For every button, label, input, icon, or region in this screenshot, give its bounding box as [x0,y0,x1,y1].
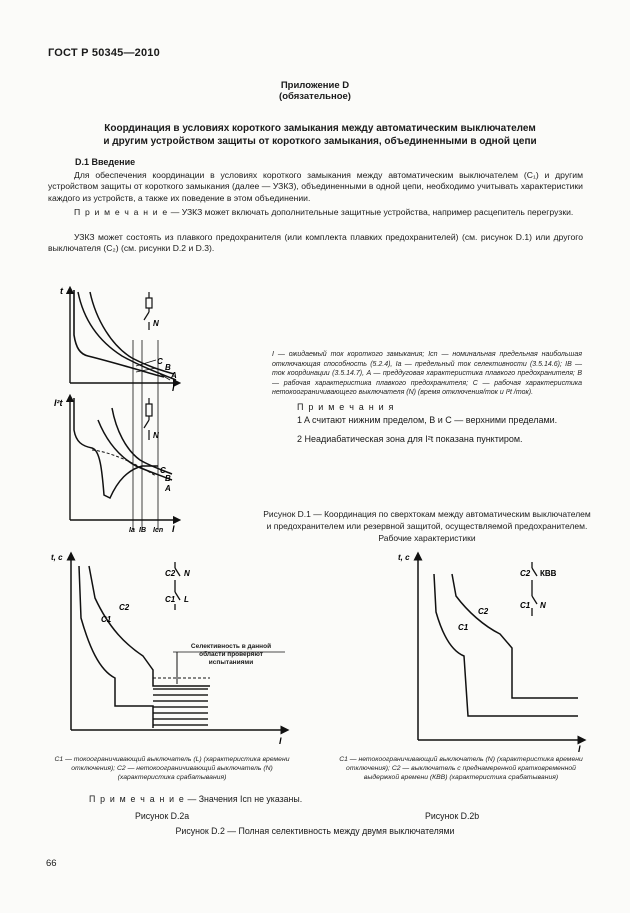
figure-d2b-title: Рисунок D.2b [425,811,480,821]
d2a-dev-n: N [184,569,190,578]
figure-d2a-title: Рисунок D.2a [135,811,190,821]
main-title-line1: Координация в условиях короткого замыкания между автоматическим выключателем [104,123,536,134]
lower-c-label: C [160,466,166,475]
figure-d2a-note [89,794,349,804]
d2b-c1: C1 [458,623,469,632]
d2a-c2: C2 [119,603,130,612]
d2b-dev-c1: C1 [520,601,531,610]
note-label: П р и м е ч а н и е [74,207,169,217]
d2b-dev-kvv: КВВ [540,569,557,578]
d2a-c1: C1 [101,615,112,624]
d2a-note-label: П р и м е ч а н и е [89,794,186,804]
paragraph-sckp: УЗКЗ может состоять из плавкого предохранителя (или комплекта плавких предохранителей) (см. рисунок D.1) или другого выключателя (C₂) (см. рисунки D.2 и D.3). [48,232,583,254]
d2a-dev-c2: C2 [165,569,176,578]
appendix-title: Приложение D [280,80,350,91]
upper-b-label: B [165,363,171,372]
notes-title: П р и м е ч а н и я [297,402,395,412]
tick-ia: Ia [129,527,135,534]
note-text: — УЗКЗ может включать дополнительные защитные устройства, например расцепитель перегрузки. [168,207,574,217]
document-header: ГОСТ Р 50345—2010 [48,47,160,59]
axis-t-label: t [60,286,63,296]
lower-a-label: A [165,484,171,493]
axis-i2t-label: I²t [54,398,63,408]
upper-c-label: C [157,357,163,366]
lower-n-label: N [153,431,159,440]
main-title [40,122,600,148]
figure-d1-diagram [52,280,262,540]
lower-b-label: B [165,474,171,483]
figure-d2a-caption: C1 — токоограничивающий выключатель (L) (характеристика времени отключения); C2 — нетокоограничивающий выключатель (N) (характеристика срабатывания) [54,756,290,781]
note-1: 1 A считают нижним пределом, B и C — верхними пределами. [297,415,558,425]
d2a-selectivity-note: Селективность в данной области проверяют испытаниями [190,643,272,666]
d2a-dev-c1: C1 [165,595,176,604]
d2b-axis-i: I [578,744,581,753]
d2b-dev-n: N [540,601,546,610]
note-2: 2 Неадиабатическая зона для I²t показана пунктиром. [297,434,523,444]
d2a-note-text: — Значения Icn не указаны. [185,794,303,804]
d2b-dev-c2: C2 [520,569,531,578]
figure-d2a-diagram [45,548,295,748]
figure-d2-caption: Рисунок D.2 — Полная селективность между двумя выключателями [175,826,455,836]
appendix-heading [0,80,630,102]
d2a-axis-t: t, c [51,553,63,562]
paragraph-note [48,207,583,218]
figure-d2b-diagram [392,548,592,753]
d2b-axis-t: t, c [398,553,410,562]
paragraph-intro: Для обеспечения координации в условиях короткого замыкания между автоматическим выключателем (C₁) и другим устройством защиты от короткого замыкания (далее — УЗКЗ), объединенными в одной цепи, необходимо учитывать характеристики каждого из устройств, а также их поведение в этом объединении. [48,170,583,203]
d2a-axis-i: I [279,736,282,746]
lower-i-label: I [172,524,175,534]
main-title-line2: и другим устройством защиты от короткого замыкания, объединенными в одной цепи [103,136,537,147]
figure-d1-caption: Рисунок D.1 — Координация по сверхтокам между автоматическим выключателем и предохранителем или резервной защитой, осуществляемой предохранителем. Рабочие характеристики [263,509,591,543]
appendix-subtitle: (обязательное) [279,91,351,102]
tick-ib: IB [139,527,146,534]
upper-n-label: N [153,319,159,328]
curve-upper-c [74,290,164,377]
upper-i-label: I [172,383,175,393]
section-heading: D.1 Введение [75,157,136,167]
d2a-dev-l: L [184,595,189,604]
figure-d1-notes [283,401,583,446]
upper-a-label: A [171,371,177,380]
figure-d2b-caption: C1 — нетокоограничивающий выключатель (N) (характеристика времени отключения); C2 — выключатель с преднамеренной кратковременной выдержкой времени (КВВ) (характеристика срабатывания) [339,756,583,781]
page-number: 66 [46,858,57,869]
tick-icn: Icn [153,527,164,534]
d2b-c2: C2 [478,607,489,616]
figure-d1-legend: I — ожидаемый ток короткого замыкания; Icn — номинальная предельная наибольшая отключающая способность (5.2.4), Ia — предельный ток селективности (3.5.14.6); IB — ток координации (3.5.14.7), A — преддуговая характеристика плавкого предохранителя; B — рабочая характеристика плавкого предохранителя; C — рабочая характеристика нетокоограничивающего выключателя (N) (время отключения/ток и I²t /ток). [272,351,582,397]
